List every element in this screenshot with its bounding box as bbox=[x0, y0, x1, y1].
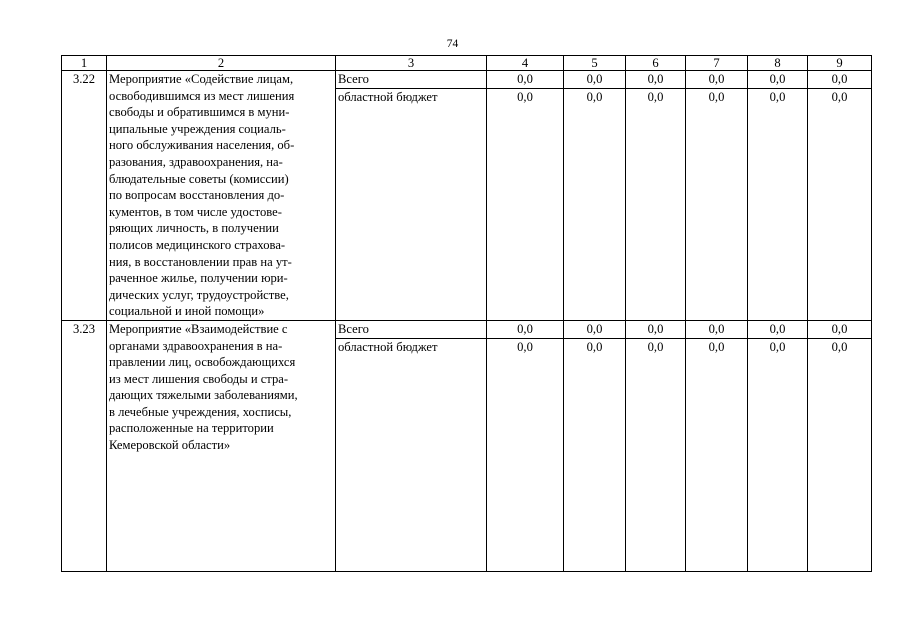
header-cell: 4 bbox=[487, 56, 564, 71]
header-cell: 5 bbox=[564, 56, 626, 71]
value-cell: 0,0 bbox=[686, 338, 748, 571]
budget-table bbox=[61, 55, 872, 572]
description-line: из мест лишения свободы и стра- bbox=[109, 371, 289, 386]
source-label: Всего bbox=[336, 320, 487, 338]
value-cell: 0,0 bbox=[487, 89, 564, 321]
description-line: разования, здравоохранения, на- bbox=[109, 154, 283, 169]
table-header-row bbox=[62, 56, 872, 71]
source-label: областной бюджет bbox=[336, 89, 487, 321]
value-cell: 0,0 bbox=[487, 320, 564, 338]
value-cell: 0,0 bbox=[748, 338, 808, 571]
header-cell: 7 bbox=[686, 56, 748, 71]
value-cell: 0,0 bbox=[487, 338, 564, 571]
value-cell: 0,0 bbox=[487, 71, 564, 89]
value-cell: 0,0 bbox=[564, 320, 626, 338]
description-line: освободившимся из мест лишения bbox=[109, 88, 295, 103]
value-cell: 0,0 bbox=[748, 71, 808, 89]
description-line: социальной и иной помощи» bbox=[109, 304, 265, 319]
description-line: расположенные на территории bbox=[109, 421, 274, 436]
description-line: правлении лиц, освобождающихся bbox=[109, 355, 296, 370]
description-line: свободы и обратившимся в муни- bbox=[109, 105, 290, 120]
description-line: ния, в восстановлении прав на ут- bbox=[109, 254, 292, 269]
value-cell: 0,0 bbox=[626, 338, 686, 571]
description-line: дических услуг, трудоустройстве, bbox=[109, 287, 289, 302]
row-code: 3.22 bbox=[62, 71, 107, 321]
header-cell: 8 bbox=[748, 56, 808, 71]
description-line: блюдательные советы (комиссии) bbox=[109, 171, 289, 186]
source-label: областной бюджет bbox=[336, 338, 487, 571]
value-cell: 0,0 bbox=[626, 89, 686, 321]
value-cell: 0,0 bbox=[564, 71, 626, 89]
header-cell: 9 bbox=[808, 56, 872, 71]
value-cell: 0,0 bbox=[626, 320, 686, 338]
description-line: ного обслуживания населения, об- bbox=[109, 138, 295, 153]
value-cell: 0,0 bbox=[808, 89, 872, 321]
description-line: Кемеровской области» bbox=[109, 438, 231, 453]
header-cell: 3 bbox=[336, 56, 487, 71]
description-line: полисов медицинского страхова- bbox=[109, 237, 286, 252]
description-line: дающих тяжелыми заболеваниями, bbox=[109, 388, 298, 403]
value-cell: 0,0 bbox=[564, 338, 626, 571]
description-line: в лечебные учреждения, хосписы, bbox=[109, 404, 292, 419]
value-cell: 0,0 bbox=[808, 71, 872, 89]
table-row bbox=[62, 320, 872, 338]
description-line: ципальные учреждения социаль- bbox=[109, 121, 286, 136]
header-cell: 1 bbox=[62, 56, 107, 71]
description-line: по вопросам восстановления до- bbox=[109, 188, 285, 203]
description-line: раченное жилье, получении юри- bbox=[109, 271, 288, 286]
value-cell: 0,0 bbox=[626, 71, 686, 89]
header-cell: 2 bbox=[107, 56, 336, 71]
value-cell: 0,0 bbox=[686, 71, 748, 89]
description-line: ряющих личность, в получении bbox=[109, 221, 279, 236]
value-cell: 0,0 bbox=[748, 320, 808, 338]
row-code: 3.23 bbox=[62, 320, 107, 571]
header-cell: 6 bbox=[626, 56, 686, 71]
description-line: Мероприятие «Содействие лицам, bbox=[109, 72, 294, 86]
value-cell: 0,0 bbox=[808, 320, 872, 338]
description-line: кументов, в том числе удостове- bbox=[109, 204, 282, 219]
value-cell: 0,0 bbox=[564, 89, 626, 321]
value-cell: 0,0 bbox=[808, 338, 872, 571]
row-description bbox=[107, 320, 336, 571]
value-cell: 0,0 bbox=[748, 89, 808, 321]
page-number: 74 bbox=[446, 38, 459, 50]
row-description bbox=[107, 71, 336, 321]
value-cell: 0,0 bbox=[686, 89, 748, 321]
description-line: органами здравоохранения в на- bbox=[109, 338, 283, 353]
table-row bbox=[62, 71, 872, 89]
value-cell: 0,0 bbox=[686, 320, 748, 338]
description-line: Мероприятие «Взаимодействие с bbox=[109, 321, 288, 336]
source-label: Всего bbox=[336, 71, 487, 89]
